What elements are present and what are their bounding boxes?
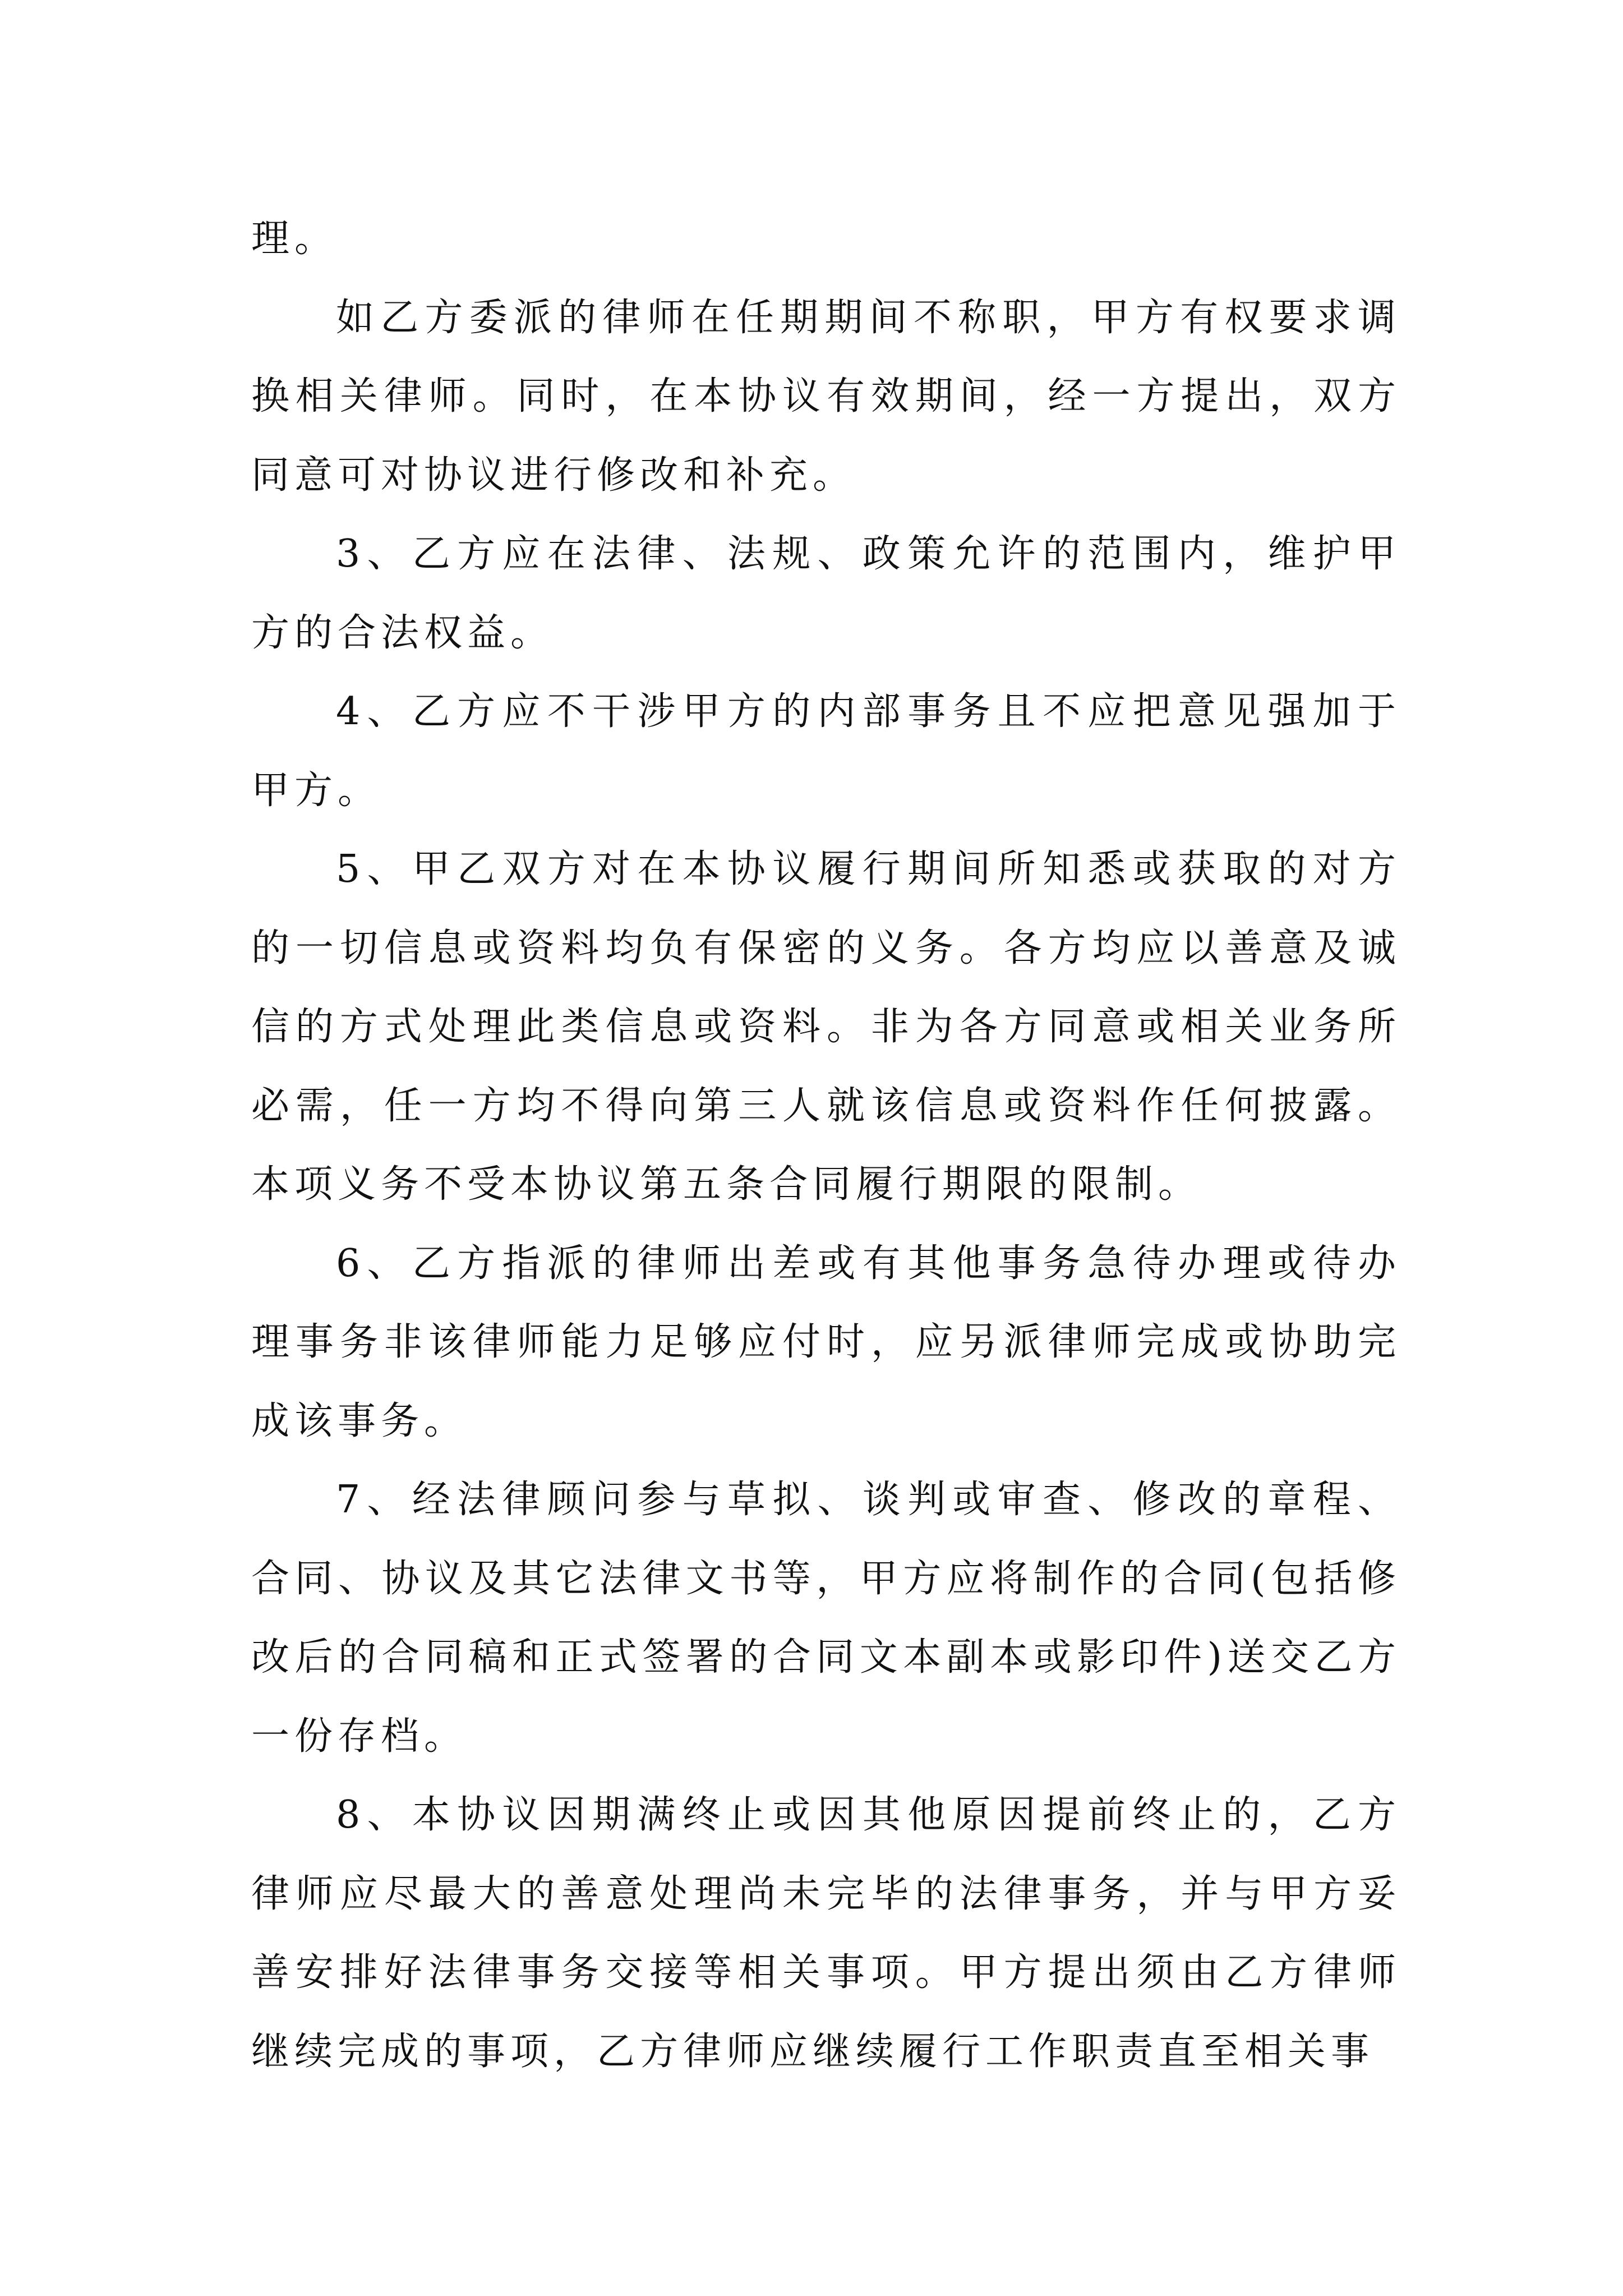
paragraph-clause-6: 6、乙方指派的律师出差或有其他事务急待办理或待办理事务非该律师能力足够应付时，应另派律师完成或协助完成该事务。 (251, 1241, 1401, 1443)
paragraph-clause-3: 3、乙方应在法律、法规、政策允许的范围内，维护甲方的合法权益。 (251, 532, 1401, 655)
paragraph-clause-4: 4、乙方应不干涉甲方的内部事务且不应把意见强加于甲方。 (251, 689, 1401, 813)
paragraph-clause-8: 8、本协议因期满终止或因其他原因提前终止的，乙方律师应尽最大的善意处理尚未完毕的法律事务，并与甲方妥善安排好法律事务交接等相关事项。甲方提出须由乙方律师继续完成的事项，乙方律师应继续履行工作职责直至相关事 (251, 1793, 1401, 2074)
paragraph-lawyer-replacement: 如乙方委派的律师在任期期间不称职，甲方有权要求调换相关律师。同时，在本协议有效期间，经一方提出，双方同意可对协议进行修改和补充。 (251, 295, 1401, 498)
paragraph-clause-7: 7、经法律顾问参与草拟、谈判或审查、修改的章程、合同、协议及其它法律文书等，甲方应将制作的合同(包括修改后的合同稿和正式签署的合同文本副本或影印件)送交乙方一份存档。 (251, 1478, 1401, 1759)
paragraph-continuation: 理。 (251, 217, 338, 261)
document-body (251, 200, 1401, 2091)
paragraph-clause-5: 5、甲乙双方对在本协议履行期间所知悉或获取的对方的一切信息或资料均负有保密的义务。各方均应以善意及诚信的方式处理此类信息或资料。非为各方同意或相关业务所必需，任一方均不得向第三人就该信息或资料作任何披露。本项义务不受本协议第五条合同履行期限的限制。 (251, 847, 1401, 1207)
